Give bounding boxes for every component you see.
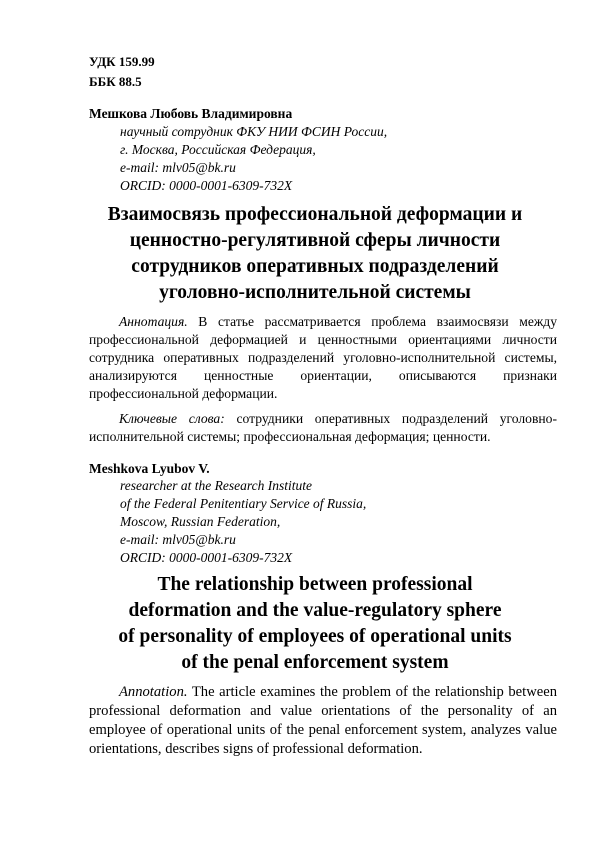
udk-code: УДК 159.99 [89,54,155,69]
annotation-en [89,683,557,759]
affiliation-line: научный сотрудник ФКУ НИИ ФСИН России, [120,124,388,139]
keywords-ru [89,410,557,446]
title-line: Взаимосвязь профессиональной деформации и [107,204,523,225]
keywords-label-ru: Ключевые слова: [119,411,225,426]
affiliation-line: of the Federal Penitentiary Service of Russia, [120,496,367,511]
author-name-en: Meshkova Lyubov V. [89,461,210,476]
title-line: уголовно-исполнительной системы [159,282,471,303]
email-en: e-mail: mlv05@bk.ru [120,532,236,547]
affiliation-line: г. Москва, Российская Федерация, [120,142,316,157]
affiliation-ru [120,123,387,195]
annotation-label-ru: Аннотация. [119,314,188,329]
annotation-text-en: The article examines the problem of the relationship between professional deformation and value orientations of the personality of an employee of operational units of the penal enforcement system, analyzes value orientations, describes signs of professional deformation. [89,684,557,757]
annotation-label-en: Annotation. [119,684,188,700]
affiliation-line: researcher at the Research Institute [120,478,312,493]
affiliation-line: Moscow, Russian Federation, [120,514,281,529]
affiliation-en [120,477,366,567]
article-title-en [60,572,570,676]
annotation-ru [89,313,557,403]
title-line: ценностно-регулятивной сферы личности [129,230,501,251]
bbk-code: ББК 88.5 [89,74,142,89]
annotation-text-ru: В статье рассматривается проблема взаимосвязи между профессиональной деформацией и ценностными ориентациями личности сотрудника оперативных подразделений уголовно-исполнительной системы, анализируются ценностные ориентации, описываются признаки профессиональной деформации. [89,314,557,401]
title-line: сотрудников оперативных подразделений [131,256,499,277]
title-line: The relationship between professional [157,574,473,595]
author-name-ru: Мешкова Любовь Владимировна [89,106,293,121]
title-line: of the penal enforcement system [181,652,449,673]
title-line: deformation and the value-regulatory sphere [128,600,502,621]
article-title-ru [60,202,570,306]
title-line: of personality of employees of operational units [118,626,512,647]
email-ru: e-mail: mlv05@bk.ru [120,160,236,175]
keywords-text-ru: сотрудники оперативных подразделений уголовно-исполнительной системы; профессиональная деформация; ценности. [89,411,557,444]
orcid-en: ORCID: 0000-0001-6309-732X [120,550,293,565]
classification-block [89,52,155,92]
orcid-ru: ORCID: 0000-0001-6309-732X [120,178,293,193]
